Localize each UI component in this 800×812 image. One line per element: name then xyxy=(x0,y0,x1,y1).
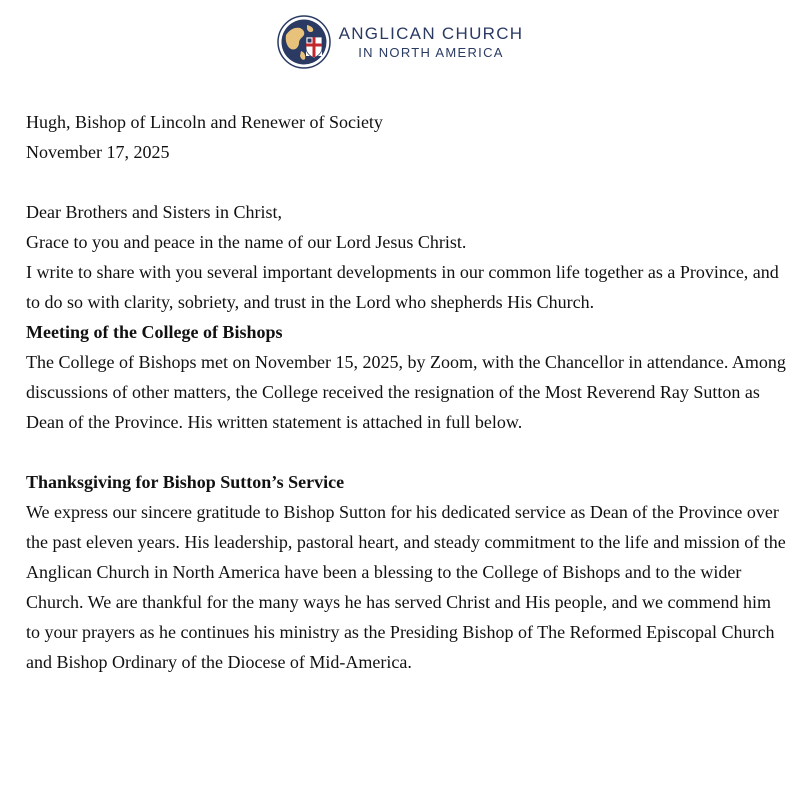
letter-date: November 17, 2025 xyxy=(26,142,170,162)
intro-paragraph: I write to share with you several important developments in our common life together as a Province, and to do so with clarity, sobriety, and trust in the Lord who shepherds His Church. xyxy=(26,262,779,312)
org-name-line2: IN NORTH AMERICA xyxy=(358,44,504,60)
section-heading: Thanksgiving for Bishop Sutton’s Service xyxy=(26,472,345,492)
acna-logo xyxy=(277,15,524,69)
section-heading: Meeting of the College of Bishops xyxy=(26,322,283,342)
section-thanksgiving xyxy=(26,467,786,677)
grace-line: Grace to you and peace in the name of our Lord Jesus Christ. xyxy=(26,232,467,252)
org-name-line1: ANGLICAN CHURCH xyxy=(338,23,524,43)
section-body: We express our sincere gratitude to Bishop Sutton for his dedicated service as Dean of the Province over the past eleven years. His leadership, pastoral heart, and steady commitment to the life and mission of the Anglican Church in North America have been a blessing to the College of Bishops and to the wider Church. We are thankful for the many ways he has served Christ and His people, and we commend him to your prayers as he continues his ministry as the Presiding Bishop of The Reformed Episcopal Church and Bishop Ordinary of the Diocese of Mid-America. xyxy=(26,502,786,672)
section-college-meeting xyxy=(26,317,786,437)
sender-block xyxy=(26,107,786,167)
organization-name xyxy=(339,24,524,61)
globe-cross-seal-icon xyxy=(277,15,331,69)
letterhead xyxy=(0,14,800,70)
sender-line: Hugh, Bishop of Lincoln and Renewer of Society xyxy=(26,112,383,132)
letter-body xyxy=(26,107,786,707)
section-body: The College of Bishops met on November 15, 2025, by Zoom, with the Chancellor in attendance. Among discussions of other matters, the College received the resignation of the Most Reverend Ray Sutton as Dean of the Province. His written statement is attached in full below. xyxy=(26,352,786,432)
salutation: Dear Brothers and Sisters in Christ, xyxy=(26,202,282,222)
